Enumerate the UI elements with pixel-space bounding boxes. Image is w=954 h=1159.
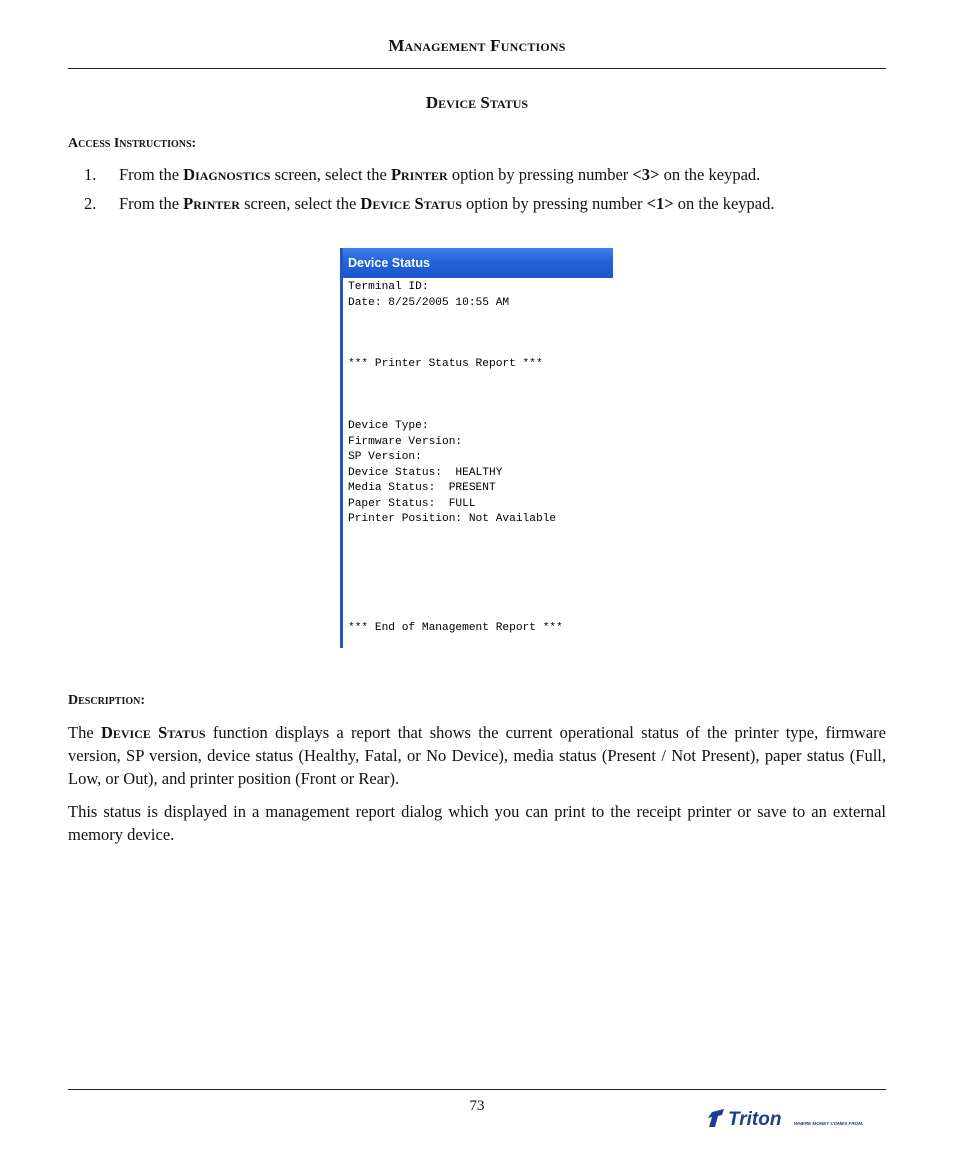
paragraph-text: The bbox=[68, 723, 101, 742]
report-line-footer: *** End of Management Report *** bbox=[348, 622, 563, 634]
report-line-device-status: Device Status: HEALTHY bbox=[348, 467, 503, 479]
running-header: Management Functions bbox=[388, 36, 566, 55]
report-line-terminal-id: Terminal ID: bbox=[348, 281, 429, 293]
logo-tagline: WHERE MONEY COMES FROM. bbox=[794, 1121, 864, 1126]
section-title: Device Status bbox=[425, 93, 529, 112]
page-number: 73 bbox=[469, 1098, 485, 1114]
step-text: screen, select the bbox=[270, 165, 391, 184]
step-number: 1. bbox=[84, 165, 97, 184]
description-paragraph bbox=[68, 721, 886, 790]
function-name: Device Status bbox=[100, 723, 206, 742]
step-number: 2. bbox=[84, 194, 97, 213]
step-text: screen, select the bbox=[239, 194, 361, 213]
access-instructions-heading: Access Instructions: bbox=[68, 136, 197, 151]
keypad-key: <1> bbox=[646, 194, 674, 213]
report-line-date: Date: 8/25/2005 10:55 AM bbox=[348, 297, 510, 309]
option-name: Device Status bbox=[360, 194, 462, 213]
device-status-dialog bbox=[340, 248, 613, 648]
description-paragraph-2: This status is displayed in a management report dialog which you can print to the receipt printer or save to an external memory device. bbox=[68, 802, 886, 844]
report-body bbox=[348, 278, 613, 648]
step-text: option by pressing number bbox=[461, 194, 647, 213]
logo-mark-icon bbox=[708, 1109, 724, 1127]
keypad-key: <3> bbox=[632, 165, 660, 184]
screen-name: Diagnostics bbox=[183, 165, 271, 184]
option-name: Printer bbox=[390, 165, 448, 184]
step-text: on the keypad. bbox=[659, 165, 761, 184]
paragraph-text: function displays a report that shows the current operational status of the printer type, firmware version, SP version, device status (Healthy, Fatal, or No Device), media status (Present / Not Present), paper status (Full, Low, or Out), and printer position (Front or Rear). bbox=[68, 723, 886, 788]
report-line-paper-status: Paper Status: FULL bbox=[348, 498, 476, 510]
report-line-header: *** Printer Status Report *** bbox=[348, 358, 543, 370]
screen-name: Printer bbox=[183, 194, 240, 213]
step-text: option by pressing number bbox=[447, 165, 633, 184]
step-2 bbox=[84, 194, 774, 214]
report-line-sp-version: SP Version: bbox=[348, 451, 422, 463]
header-rule bbox=[68, 68, 886, 69]
step-text: on the keypad. bbox=[673, 194, 775, 213]
report-line-printer-position: Printer Position: Not Available bbox=[348, 513, 557, 525]
step-text: From the bbox=[119, 165, 184, 184]
step-text: From the bbox=[119, 194, 184, 213]
dialog-title-bar: Device Status bbox=[343, 248, 613, 278]
footer-rule bbox=[68, 1089, 886, 1090]
report-line-device-type: Device Type: bbox=[348, 420, 429, 432]
report-line-media-status: Media Status: PRESENT bbox=[348, 482, 496, 494]
step-1 bbox=[84, 165, 760, 185]
description-heading: Description: bbox=[68, 693, 146, 708]
logo-wordmark: Triton bbox=[728, 1109, 782, 1130]
triton-logo bbox=[708, 1106, 873, 1130]
report-line-firmware-version: Firmware Version: bbox=[348, 436, 463, 448]
